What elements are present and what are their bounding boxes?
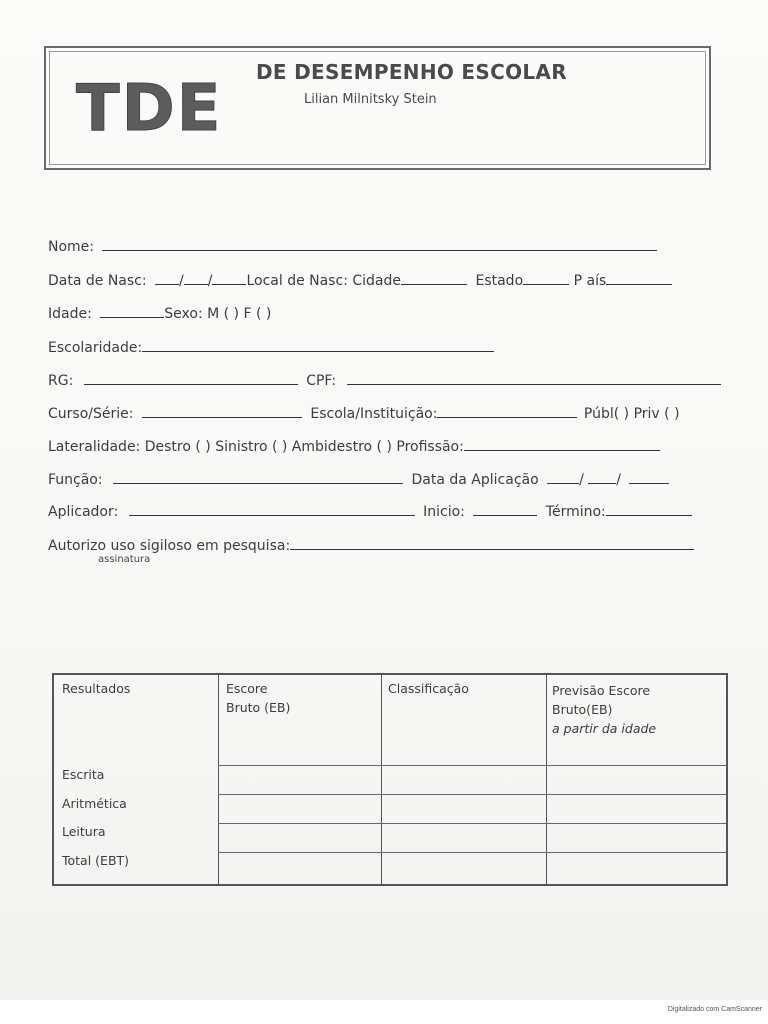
cpf-field[interactable] (347, 370, 721, 385)
row-divider-4 (218, 852, 726, 853)
cpf-label: CPF: (306, 373, 337, 389)
nome-label: Nome: (48, 239, 95, 255)
row-label-escrita: Escrita (62, 767, 105, 782)
autorizo-label: Autorizo uso sigiloso em pesquisa: (48, 538, 291, 554)
header-escore-line1: Escore (226, 681, 268, 696)
results-table (52, 673, 728, 886)
termino-field[interactable] (606, 501, 692, 516)
header-classificacao: Classificação (388, 681, 469, 696)
row-label-leitura: Leitura (62, 824, 106, 839)
assinatura-field[interactable] (290, 535, 694, 550)
aplicacao-day-field[interactable] (547, 469, 579, 484)
rg-field[interactable] (84, 370, 298, 385)
footer-strip (0, 1000, 768, 1024)
funcao-field[interactable] (113, 469, 403, 484)
local-label: Local de Nasc: Cidade (246, 273, 402, 289)
profissao-field[interactable] (464, 436, 660, 451)
row-divider-2 (218, 794, 726, 795)
assinatura-note: assinatura (98, 554, 151, 565)
sexo-label: Sexo: M ( ) F ( ) (164, 306, 272, 322)
nasc-slash-1: / (179, 273, 184, 289)
header-previsao-line1: Previsão Escore (552, 683, 651, 698)
inicio-label: Inicio: (423, 504, 465, 520)
aplicador-label: Aplicador: (48, 504, 119, 520)
aplicacao-month-field[interactable] (588, 469, 616, 484)
escola-label: Escola/Instituição: (310, 406, 438, 422)
nasc-slash-2: / (207, 273, 213, 289)
aplicador-field[interactable] (129, 501, 415, 516)
row-funcao-aplicacao (48, 469, 669, 491)
tde-logo: TDE (76, 72, 223, 146)
header-previsao-line3: a partir da idade (552, 721, 657, 736)
pais-label: P aís (573, 273, 607, 289)
nasc-day-field[interactable] (155, 270, 179, 285)
termino-label: Término: (545, 504, 606, 520)
header-escore-bruto (226, 679, 290, 717)
test-title: DE DESEMPENHO ESCOLAR (256, 60, 567, 84)
header-previsao (552, 681, 656, 738)
escola-field[interactable] (437, 403, 577, 418)
inicio-field[interactable] (473, 501, 537, 516)
nasc-label: Data de Nasc: (48, 273, 147, 289)
estado-label: Estado (475, 273, 524, 289)
row-divider-1 (218, 765, 726, 766)
row-divider-3 (218, 823, 726, 824)
row-aplicador (48, 501, 692, 523)
row-idade (48, 303, 271, 325)
header-escore-line2: Bruto (EB) (226, 700, 291, 715)
row-escolaridade (48, 337, 494, 359)
pais-field[interactable] (606, 270, 672, 285)
aplicacao-label: Data da Aplicação (411, 472, 539, 488)
nasc-year-field[interactable] (212, 270, 246, 285)
row-curso-escola (48, 403, 680, 425)
curso-label: Curso/Série: (48, 406, 134, 422)
lateralidade-label: Lateralidade: Destro ( ) Sinistro ( ) Ambidestro ( ) Profissão: (48, 439, 464, 455)
estado-field[interactable] (523, 270, 569, 285)
row-label-aritmetica: Aritmética (62, 796, 127, 811)
header-resultados: Resultados (62, 681, 131, 696)
publ-priv-label[interactable]: Públ( ) Priv ( ) (583, 406, 680, 422)
aplicacao-slash-2: / (616, 472, 621, 488)
row-nascimento (48, 270, 672, 292)
idade-field[interactable] (100, 303, 164, 318)
escolaridade-field[interactable] (142, 337, 494, 352)
row-nome (48, 236, 657, 258)
author-name: Lilian Milnitsky Stein (304, 92, 437, 107)
rg-label: RG: (48, 373, 74, 389)
row-rg-cpf (48, 370, 721, 392)
header-previsao-line2: Bruto(EB) (552, 702, 613, 717)
curso-field[interactable] (142, 403, 302, 418)
aplicacao-slash-1: / (579, 472, 584, 488)
nasc-month-field[interactable] (184, 270, 208, 285)
scanner-watermark: Digitalizado com CamScanner (667, 1006, 762, 1013)
row-lateralidade (48, 436, 660, 458)
row-label-total: Total (EBT) (62, 853, 130, 868)
header-box (44, 46, 711, 170)
idade-label: Idade: (48, 306, 92, 322)
aplicacao-year-field[interactable] (629, 469, 669, 484)
nome-field[interactable] (102, 236, 657, 251)
funcao-label: Função: (48, 472, 103, 488)
cidade-field[interactable] (401, 270, 467, 285)
escolaridade-label: Escolaridade: (48, 340, 143, 356)
